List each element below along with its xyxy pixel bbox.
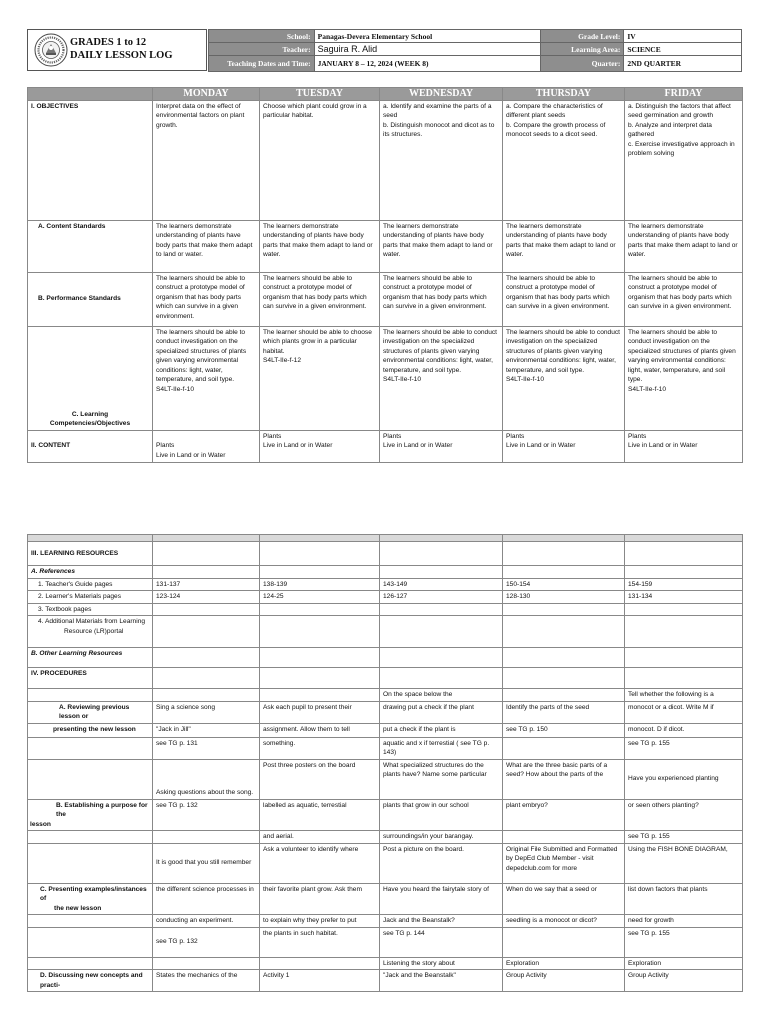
cell bbox=[260, 535, 380, 542]
cell: put a check if the plant is bbox=[380, 723, 503, 737]
cell bbox=[153, 957, 260, 970]
area-value: SCIENCE bbox=[624, 43, 742, 56]
cell bbox=[503, 831, 625, 844]
reviewing-row bbox=[28, 723, 743, 737]
cell: "Jack and the Beanstalk" bbox=[380, 970, 503, 992]
cell: When do we say that a seed or bbox=[503, 883, 625, 915]
row-label: I. OBJECTIVES bbox=[28, 100, 153, 220]
discussing-row bbox=[28, 970, 743, 992]
cell bbox=[153, 616, 260, 648]
cell bbox=[503, 668, 625, 689]
cell: see TG p. 144 bbox=[380, 927, 503, 957]
cell: The learners should be able to construct a prototype model of organism that has body parts which can survive in a given environment. bbox=[503, 272, 625, 326]
cell: Post a picture on the board. bbox=[380, 843, 503, 883]
form-title-line2: DAILY LESSON LOG bbox=[70, 50, 173, 61]
cell bbox=[260, 566, 380, 579]
cell bbox=[503, 616, 625, 648]
cell: 143-149 bbox=[380, 578, 503, 591]
cell: The learners should be able to construct a prototype model of organism that has body parts which can survive in a given environment. bbox=[260, 272, 380, 326]
cell: see TG p. 155 bbox=[625, 927, 743, 957]
row-label bbox=[28, 616, 153, 648]
row-label: 3. Textbook pages bbox=[28, 603, 153, 616]
tg-pages-row bbox=[28, 578, 743, 591]
cell bbox=[625, 535, 743, 542]
lm-pages-row bbox=[28, 591, 743, 604]
row-label: 2. Learner's Materials pages bbox=[28, 591, 153, 604]
cell bbox=[153, 668, 260, 689]
cell bbox=[625, 603, 743, 616]
day-header: MONDAY bbox=[153, 88, 260, 101]
cell: Plants Live in Land or in Water bbox=[153, 430, 260, 462]
cell: Sing a science song bbox=[153, 701, 260, 723]
cell bbox=[503, 535, 625, 542]
establishing-row bbox=[28, 799, 743, 831]
procedures-row bbox=[28, 668, 743, 689]
cell: The learners should be able to conduct investigation on the specialized structures of plants given varying environmental conditions: light, water, temperature, and soil type. S4LT-IIe-f-10 bbox=[625, 326, 743, 430]
row-label bbox=[28, 843, 153, 883]
cell: conducting an experiment. bbox=[153, 915, 260, 928]
day-header: THURSDAY bbox=[503, 88, 625, 101]
cell: Using the FISH BONE DIAGRAM, bbox=[625, 843, 743, 883]
cell: Interpret data on the effect of environmental factors on plant growth. bbox=[153, 100, 260, 220]
cell: a. Identify and examine the parts of a seed b. Distinguish monocot and dicot as to its structures. bbox=[380, 100, 503, 220]
cell: need for growth bbox=[625, 915, 743, 928]
cell: What specialized structures do the plants have? Name some particular bbox=[380, 759, 503, 799]
cell: The learners demonstrate understanding of plants have body parts that make them adapt to land or water. bbox=[260, 220, 380, 272]
cell: 131-134 bbox=[625, 591, 743, 604]
cell bbox=[153, 603, 260, 616]
cell: Original File Submitted and Formatted by DepEd Club Member - visit depedclub.com for more bbox=[503, 843, 625, 883]
row-label bbox=[28, 759, 153, 799]
cell bbox=[380, 566, 503, 579]
cell bbox=[380, 616, 503, 648]
gray-top-row bbox=[28, 535, 743, 542]
presenting-row bbox=[28, 883, 743, 915]
presenting-label-line2: the new lesson bbox=[54, 904, 102, 912]
cell bbox=[260, 689, 380, 702]
cell bbox=[503, 603, 625, 616]
cell: Group Activity bbox=[503, 970, 625, 992]
cell: Plants Live in Land or in Water bbox=[625, 430, 743, 462]
cell bbox=[28, 535, 153, 542]
cell: Exploration bbox=[503, 957, 625, 970]
cell: see TG p. 132 bbox=[153, 927, 260, 957]
cell bbox=[625, 542, 743, 566]
cell: list down factors that plants bbox=[625, 883, 743, 915]
objectives-row bbox=[28, 100, 743, 220]
cell: their favorite plant grow. Ask them bbox=[260, 883, 380, 915]
row-label bbox=[28, 915, 153, 928]
cell bbox=[380, 648, 503, 668]
cell: The learners demonstrate understanding of plants have body parts that make them adapt to land or water. bbox=[503, 220, 625, 272]
day-header: FRIDAY bbox=[625, 88, 743, 101]
row-label: 1. Teacher's Guide pages bbox=[28, 578, 153, 591]
cell bbox=[153, 535, 260, 542]
cell: Ask each pupil to present their bbox=[260, 701, 380, 723]
cell bbox=[625, 616, 743, 648]
cell: Identify the parts of the seed bbox=[503, 701, 625, 723]
cell: Post three posters on the board bbox=[260, 759, 380, 799]
cell bbox=[380, 542, 503, 566]
row-label: C. Learning Competencies/Objectives bbox=[28, 326, 153, 430]
row-label bbox=[28, 737, 153, 759]
cell: a. Compare the characteristics of different plant seeds b. Compare the growth process of monocot seeds to a dicot seed. bbox=[503, 100, 625, 220]
cell bbox=[625, 668, 743, 689]
cell: 138-139 bbox=[260, 578, 380, 591]
cell bbox=[380, 535, 503, 542]
cell: The learners should be able to construct a prototype model of organism that has body parts which can survive in a given environment. bbox=[153, 272, 260, 326]
day-header: TUESDAY bbox=[260, 88, 380, 101]
cell: It is good that you still remember bbox=[153, 843, 260, 883]
cell bbox=[503, 689, 625, 702]
content-row bbox=[28, 430, 743, 462]
cell: The learner should be able to choose which plants grow in a particular habitat. S4LT-IIe-f-12 bbox=[260, 326, 380, 430]
cell bbox=[380, 668, 503, 689]
row-label bbox=[28, 689, 153, 702]
row-label bbox=[28, 799, 153, 831]
cell: 154-159 bbox=[625, 578, 743, 591]
cell: Choose which plant could grow in a particular habitat. bbox=[260, 100, 380, 220]
cell: The learners should be able to construct a prototype model of organism that has body parts which can survive in a given environment. bbox=[380, 272, 503, 326]
cell: the plants in such habitat. bbox=[260, 927, 380, 957]
cell: The learners should be able to conduct investigation on the specialized structures of plants given varying environmental conditions: light, water, temperature, and soil type. S4LT-IIe-f-10 bbox=[380, 326, 503, 430]
cell: to explain why they prefer to put bbox=[260, 915, 380, 928]
cell: Ask a volunteer to identify where bbox=[260, 843, 380, 883]
cell: 126-127 bbox=[380, 591, 503, 604]
cell: 124-25 bbox=[260, 591, 380, 604]
cell: see TG p. 155 bbox=[625, 737, 743, 759]
quarter-label: Quarter: bbox=[540, 56, 624, 72]
info-table bbox=[208, 29, 742, 72]
cell: Activity 1 bbox=[260, 970, 380, 992]
cell: The learners demonstrate understanding of plants have body parts that make them adapt to land or water. bbox=[153, 220, 260, 272]
cell: see TG p. 150 bbox=[503, 723, 625, 737]
cell: something. bbox=[260, 737, 380, 759]
cell bbox=[260, 648, 380, 668]
row-label: A. References bbox=[28, 566, 153, 579]
cell: assignment. Allow them to tell bbox=[260, 723, 380, 737]
cell: Group Activity bbox=[625, 970, 743, 992]
row-label: D. Discussing new concepts and practi- bbox=[28, 970, 153, 992]
row-label bbox=[28, 723, 153, 737]
row-label: IV. PROCEDURES bbox=[28, 668, 153, 689]
performance-standards-row bbox=[28, 272, 743, 326]
logo-title-box bbox=[27, 29, 207, 71]
cell: Have you experienced planting bbox=[625, 759, 743, 799]
row-label bbox=[28, 883, 153, 915]
establishing-row bbox=[28, 759, 743, 799]
cell: What are the three basic parts of a seed? How about the parts of the bbox=[503, 759, 625, 799]
competencies-row bbox=[28, 326, 743, 430]
cell: see TG p. 155 bbox=[625, 831, 743, 844]
lesson-table-part1 bbox=[27, 87, 743, 463]
content-standards-row bbox=[28, 220, 743, 272]
cell: Plants Live in Land or in Water bbox=[260, 430, 380, 462]
reviewing-row bbox=[28, 701, 743, 723]
presenting-row bbox=[28, 915, 743, 928]
row-label bbox=[28, 957, 153, 970]
cell: surroundings/in your barangay. bbox=[380, 831, 503, 844]
reviewing-label-line1: A. Reviewing previous lesson or bbox=[59, 703, 130, 720]
cell: Asking questions about the song. bbox=[153, 759, 260, 799]
discussing-row bbox=[28, 957, 743, 970]
additional-label-line1: 4. Additional Materials from Learning bbox=[38, 618, 146, 625]
dates-label: Teaching Dates and Time: bbox=[209, 56, 315, 72]
cell: The learners should be able to construct a prototype model of organism that has body parts which can survive in a given environment. bbox=[625, 272, 743, 326]
cell bbox=[503, 927, 625, 957]
cell bbox=[260, 957, 380, 970]
row-label: II. CONTENT bbox=[28, 430, 153, 462]
cell: Jack and the Beanstalk? bbox=[380, 915, 503, 928]
textbook-row bbox=[28, 603, 743, 616]
additional-label-line2: Resource (LR)portal bbox=[64, 627, 124, 635]
cell bbox=[260, 668, 380, 689]
presenting-row bbox=[28, 843, 743, 883]
row-label: A. Content Standards bbox=[28, 220, 153, 272]
cell: and aerial. bbox=[260, 831, 380, 844]
area-label: Learning Area: bbox=[540, 43, 624, 56]
references-row bbox=[28, 566, 743, 579]
teacher-label: Teacher: bbox=[209, 43, 315, 56]
establishing-row bbox=[28, 831, 743, 844]
cell bbox=[153, 542, 260, 566]
cell: Listening the story about bbox=[380, 957, 503, 970]
row-label bbox=[28, 831, 153, 844]
cell: The learners should be able to conduct investigation on the specialized structures of plants given varying environmental conditions: light, water, temperature, and soil type. S4LT-IIe-f-10 bbox=[503, 326, 625, 430]
dates-value: JANUARY 8 – 12, 2024 (WEEK 8) bbox=[314, 56, 540, 72]
cell bbox=[503, 542, 625, 566]
cell bbox=[503, 737, 625, 759]
cell bbox=[153, 689, 260, 702]
cell: seedling is a monocot or dicot? bbox=[503, 915, 625, 928]
quarter-value: 2ND QUARTER bbox=[624, 56, 742, 72]
reviewing-row bbox=[28, 737, 743, 759]
cell: 128-130 bbox=[503, 591, 625, 604]
cell bbox=[153, 831, 260, 844]
cell: monocot. D if dicot. bbox=[625, 723, 743, 737]
grade-label: Grade Level: bbox=[540, 30, 624, 43]
row-label bbox=[28, 701, 153, 723]
cell: The learners demonstrate understanding of plants have body parts that make them adapt to land or water. bbox=[625, 220, 743, 272]
reviewing-row bbox=[28, 689, 743, 702]
teacher-value: Saguira R. Alid bbox=[314, 43, 540, 56]
cell: States the mechanics of the bbox=[153, 970, 260, 992]
cell: see TG p. 132 bbox=[153, 799, 260, 831]
lesson-table-part2 bbox=[27, 534, 743, 992]
cell: Tell whether the following is a bbox=[625, 689, 743, 702]
row-label bbox=[28, 927, 153, 957]
cell: On the space below the bbox=[380, 689, 503, 702]
cell: labelled as aquatic, terrestial bbox=[260, 799, 380, 831]
cell: plants that grow in our school bbox=[380, 799, 503, 831]
cell: monocot or a dicot. Write M if bbox=[625, 701, 743, 723]
cell: the different science processes in bbox=[153, 883, 260, 915]
cell bbox=[153, 566, 260, 579]
reviewing-label-line2: presenting the new lesson bbox=[53, 725, 136, 733]
cell: "Jack in Jill" bbox=[153, 723, 260, 737]
cell: see TG p. 131 bbox=[153, 737, 260, 759]
cell: aquatic and x if terrestial ( see TG p. 143) bbox=[380, 737, 503, 759]
day-header: WEDNESDAY bbox=[380, 88, 503, 101]
cell: The learners demonstrate understanding of plants have body parts that make them adapt to land or water. bbox=[380, 220, 503, 272]
establishing-label-line1: B. Establishing a purpose for the bbox=[56, 801, 148, 818]
row-label: B. Other Learning Resources bbox=[28, 648, 153, 668]
cell: 123-124 bbox=[153, 591, 260, 604]
cell bbox=[153, 648, 260, 668]
form-title-line1: GRADES 1 to 12 bbox=[70, 37, 147, 48]
other-resources-row bbox=[28, 648, 743, 668]
learning-resources-row bbox=[28, 542, 743, 566]
school-label: School: bbox=[209, 30, 315, 43]
day-header-row bbox=[28, 88, 743, 101]
cell: a. Distinguish the factors that affect seed germination and growth b. Analyze and interpret data gathered c. Exercise investigative approach in problem solving bbox=[625, 100, 743, 220]
school-value: Panagas-Devera Elementary School bbox=[314, 30, 540, 43]
cell: The learners should be able to conduct investigation on the specialized structures of plants given varying environmental conditions: light, water, temperature, and soil type. S4LT-IIe-f-10 bbox=[153, 326, 260, 430]
cell: Plants Live in Land or in Water bbox=[503, 430, 625, 462]
header bbox=[27, 29, 742, 71]
row-label: III. LEARNING RESOURCES bbox=[28, 542, 153, 566]
cell: Exploration bbox=[625, 957, 743, 970]
row-label: B. Performance Standards bbox=[28, 272, 153, 326]
cell: Plants Live in Land or in Water bbox=[380, 430, 503, 462]
cell: drawing put a check if the plant bbox=[380, 701, 503, 723]
cell bbox=[260, 542, 380, 566]
cell: 150-154 bbox=[503, 578, 625, 591]
presenting-row bbox=[28, 927, 743, 957]
cell bbox=[260, 616, 380, 648]
cell bbox=[625, 648, 743, 668]
establishing-label-line2: lesson bbox=[30, 820, 51, 828]
deped-seal-icon bbox=[34, 33, 68, 67]
cell: 131-137 bbox=[153, 578, 260, 591]
cell bbox=[380, 603, 503, 616]
cell bbox=[503, 566, 625, 579]
grade-value: IV bbox=[624, 30, 742, 43]
corner-cell bbox=[28, 88, 153, 101]
cell bbox=[503, 648, 625, 668]
presenting-label-line1: C. Presenting examples/instances of bbox=[40, 885, 147, 902]
cell: Have you heard the fairytale story of bbox=[380, 883, 503, 915]
cell: or seen others planting? bbox=[625, 799, 743, 831]
additional-materials-row bbox=[28, 616, 743, 648]
cell bbox=[260, 603, 380, 616]
cell: plant embryo? bbox=[503, 799, 625, 831]
cell bbox=[625, 566, 743, 579]
